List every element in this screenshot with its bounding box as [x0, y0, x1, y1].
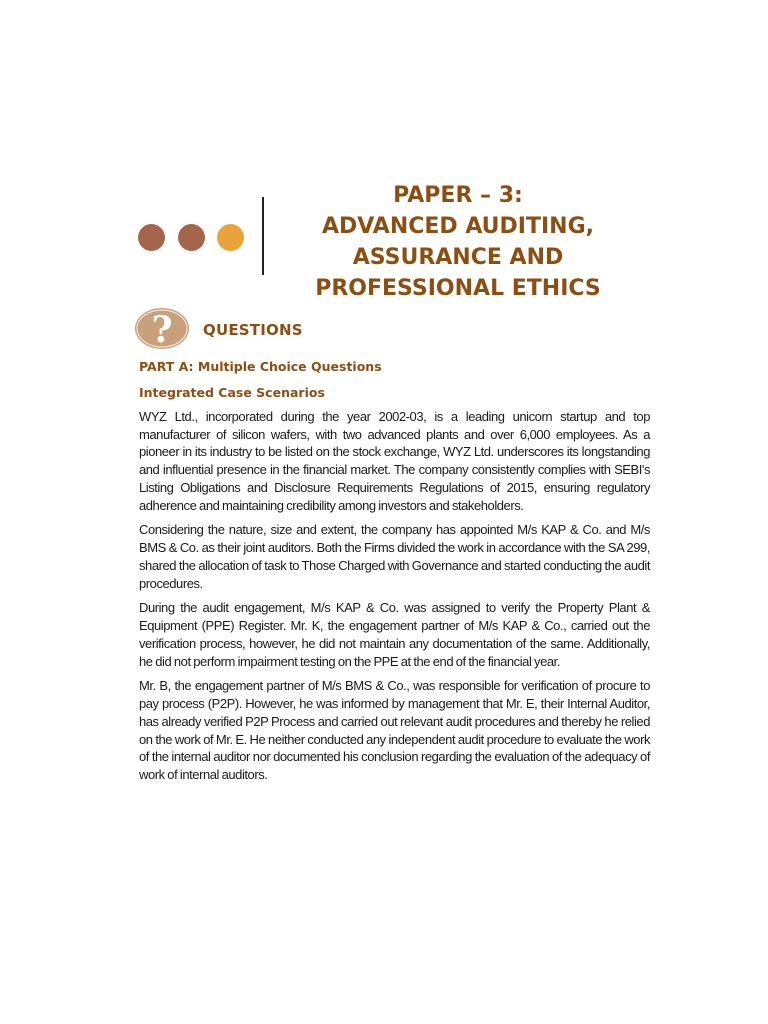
sub-heading: Integrated Case Scenarios [139, 385, 325, 400]
paragraph: During the audit engagement, M/s KAP & Co. was assigned to verify the Property Plant & Equipment (PPE) Register. Mr. K, the engagement partner of M/s KAP & Co., carried out the verification process, however, he did not maintain any documentation of the same. Additionally, he did not perform impairment testing on the PPE at the end of the financial year. [139, 600, 650, 669]
title-line: PROFESSIONAL ETHICS [315, 276, 601, 301]
paper-title [290, 180, 626, 304]
part-heading: PART A: Multiple Choice Questions [139, 359, 382, 374]
paragraph: Mr. B, the engagement partner of M/s BMS & Co., was responsible for verification of procure to pay process (P2P). However, he was informed by management that Mr. E, their Internal Auditor, has already verified P2P Process and carried out relevant audit procedures and thereby he relied on the work of Mr. E. He neither conducted any independent audit procedure to evaluate the work of the internal auditor nor documented his conclusion regarding the evaluation of the adequacy of work of internal auditors. [139, 678, 650, 782]
section-label: QUESTIONS [203, 321, 303, 339]
dot-icon [178, 224, 205, 251]
title-line: PAPER – 3: [393, 183, 523, 208]
paragraph: WYZ Ltd., incorporated during the year 2002-03, is a leading unicorn startup and top manufacturer of silicon wafers, with two advanced plants and over 6,000 employees. As a pioneer in its industry to be listed on the stock exchange, WYZ Ltd. underscores its longstanding and influential presence in the financial market. The company consistently complies with SEBI's Listing Obligations and Disclosure Requirements Regulations of 2015, ensuring regulatory adherence and maintaining credibility among investors and stakeholders. [139, 409, 650, 513]
title-line: ADVANCED AUDITING, [321, 214, 595, 239]
question-mark-icon [134, 307, 190, 350]
case-scenario-text [139, 408, 650, 791]
svg-text:?: ? [151, 309, 173, 350]
dot-icon [138, 224, 165, 251]
dot-icon [217, 224, 244, 251]
title-line: ASSURANCE AND [352, 245, 564, 270]
title-divider [262, 197, 264, 275]
paragraph: Considering the nature, size and extent, the company has appointed M/s KAP & Co. and M/s BMS & Co. as their joint auditors. Both the Firms divided the work in accordance with the SA 299, shared the allocation of task to Those Charged with Governance and started conducting the audit procedures. [139, 522, 650, 591]
